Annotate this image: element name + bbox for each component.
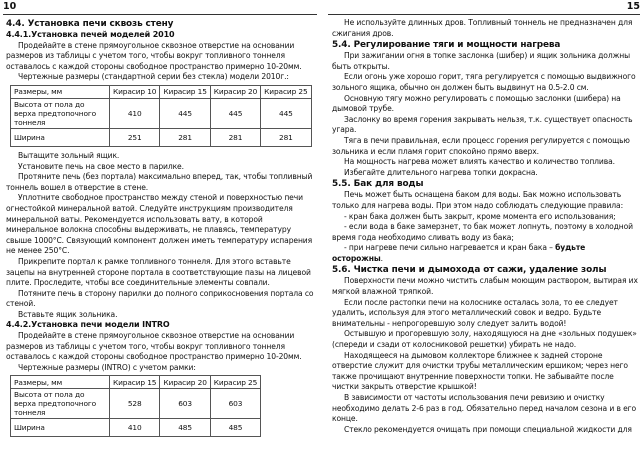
paragraph: Уплотните свободное пространство между стеной и поверхностью печи огнестойкой минеральной ватой. Следуйте инструкциям производителя минеральной ваты. Рекомендуется использовать вату, в которой минеральное волокна способны выдерживать, не плавясь, температуру свыше 1000°С. Связующий компонент должен иметь температуру испарения не менее 250°С.	[6, 193, 313, 256]
subsection-heading: 4.4.1.Установка печей моделей 2010	[6, 30, 175, 39]
subsection-heading: 4.4.2.Установка печи модели INTRO	[6, 320, 170, 330]
paragraph: Чертежные размеры (стандартной серии без стекла) модели 2010г.:	[18, 72, 289, 82]
paragraph: Прикрепите портал к рамке топливного тоннеля. Для этого вставьте зацепы на внутренней стороне портала в соответствующие пазы на лицевой плите. Проследите, чтобы все соединительные элементы совпали.	[6, 256, 311, 288]
page-number: 15	[626, 1, 640, 12]
table-header-cell: Размеры, мм	[11, 376, 110, 389]
paragraph: Потяните печь в сторону парилки до полного соприкосновения портала со стеной.	[6, 288, 314, 309]
table-header-cell: Кирасир 25	[261, 85, 311, 98]
section-heading: 5.6. Чистка печи и дымохода от сажи, удаление золы	[332, 265, 607, 276]
table-cell: 485	[210, 419, 260, 437]
header-rule	[3, 14, 317, 15]
dimensions-table-2010	[10, 85, 312, 147]
paragraph: Продейайте в стене прямоугольное сквозное отверстие на основании размеров из таблицы с учетом того, чтобы вокруг топливного тоннеля оставалось с каждой стороны свободное пространство примерно 10-20мм.	[6, 331, 302, 362]
section-heading: 5.5. Бак для воды	[332, 179, 424, 190]
table-header-cell: Кирасир 15	[110, 376, 160, 389]
table-cell: Ширина	[11, 128, 110, 146]
table-cell: 603	[160, 389, 210, 419]
table-header-cell: Кирасир 20	[160, 376, 210, 389]
table-cell: 445	[261, 98, 311, 128]
table-cell: 281	[210, 128, 260, 146]
table-header-cell: Размеры, мм	[11, 85, 110, 98]
table-cell: 445	[210, 98, 260, 128]
table-cell: Высота от пола до верха предтопочного тоннеля	[11, 389, 110, 419]
warning-text: будьте осторожны	[332, 243, 586, 263]
paragraph: Находящееся на дымовом коллекторе ближнее к задней стороне отверстие служит для очистки трубы металлическим ершиком; через него также прочищают внутренние поверхности топки. Не забывайте после чистки закрыть отверстие крышкой!	[332, 350, 628, 392]
paragraph-text: - при нагреве печи сильно нагревается и кран бака –	[344, 243, 556, 253]
page-number: 10	[3, 1, 17, 12]
paragraph: Остывшую и прогоревшую золу, находящуюся на дне «зольных подушек» (спереди и сзади от колосниковой решетки) убирать не надо.	[332, 329, 637, 350]
right-page	[322, 0, 644, 459]
paragraph: Избегайте длительного нагрева топки докрасна.	[344, 167, 538, 177]
paragraph: Тяга в печи правильная, если процесс горения регулируется с помощью зольника и если пламя горит спокойно прямо вверх.	[332, 135, 630, 156]
table-cell: Ширина	[11, 419, 110, 437]
paragraph: Печь может быть оснащена баком для воды. Бак можно использовать только для нагрева воды. При этом надо соблюдать следующие правила:	[332, 190, 624, 210]
table-cell: 410	[110, 98, 160, 128]
paragraph: Если после растопки печи на колоснике осталась зола, то ее следует удалить, используя для этого металлический совок и ведро. Будьте внимательны - непрогоревшую золу следует залить водой!	[332, 297, 618, 328]
table-cell: 445	[160, 98, 210, 128]
paragraph: Протяните печь (без портала) максимально вперед, так, чтобы топливный тоннель вошел в отверстие в стене.	[6, 172, 313, 192]
paragraph: Заслонку во время горения закрывать нельзя, т.к. существует опасность угара.	[332, 114, 633, 135]
table-cell: 528	[110, 389, 160, 419]
paragraph: - кран бака должен быть закрыт, кроме момента его использования;	[344, 211, 616, 221]
table-header-cell: Кирасир 15	[160, 85, 210, 98]
paragraph: Основную тягу можно регулировать с помощью заслонки (шибера) на дымовой трубе.	[332, 93, 621, 114]
header-rule	[328, 14, 640, 15]
right-page-content	[332, 18, 638, 435]
table-cell: 251	[110, 128, 160, 146]
table-row	[11, 98, 312, 128]
paragraph: При зажигании огня в топке заслонка (шибер) и ящик зольника должны быть открыты.	[332, 51, 631, 71]
table-header-cell: Кирасир 25	[210, 376, 260, 389]
paragraph-text: .	[380, 253, 383, 263]
paragraph: Чертежные размеры (INTRO) с учетом рамки:	[18, 362, 196, 372]
paragraph: На мощность нагрева может влиять качество и количество топлива.	[344, 157, 615, 167]
section-heading: 5.4. Регулирование тяги и мощности нагрева	[332, 40, 561, 51]
paragraph: Продейайте в стене прямоугольное сквозное отверстие на основании размеров из таблицы с учетом того, чтобы вокруг топливного тоннеля оставалось с каждой стороны свободное пространство примерно 10-20мм.	[6, 40, 302, 71]
paragraph	[332, 243, 638, 264]
left-page-content	[6, 18, 316, 441]
table-header-row	[11, 376, 261, 389]
paragraph: В зависимости от частоты использования печи ревизию и очистку необходимо делать 2-6 раз в год. Обязательно перед началом сезона и в его конце.	[332, 393, 637, 424]
dimensions-table-intro	[10, 375, 261, 437]
table-cell: 485	[160, 419, 210, 437]
paragraph: Если огонь уже хорошо горит, тяга регулируется с помощью выдвижного зольного ящика, обычно он должен быть выдвинут на 0.5-2.0 см.	[332, 72, 636, 92]
table-cell: Высота от пола до верха предтопочного тоннеля	[11, 98, 110, 128]
table-cell: 410	[110, 419, 160, 437]
table-header-cell: Кирасир 10	[110, 85, 160, 98]
table-row	[11, 419, 261, 437]
paragraph: - если вода в баке замерзнет, то бак может лопнуть, поэтому в холодной время года необходимо сливать воду из бака;	[332, 222, 633, 242]
section-heading: 4.4. Установка печи сквозь стену	[6, 19, 174, 29]
paragraph: Поверхности печи можно чистить слабым моющим раствором, вытирая их мягкой влажной тряпкой.	[332, 276, 638, 297]
table-cell: 603	[210, 389, 260, 419]
paragraph: Вытащите зольный ящик.	[18, 150, 120, 160]
table-header-cell: Кирасир 20	[210, 85, 260, 98]
table-cell: 281	[160, 128, 210, 146]
paragraph: Не используйте длинных дров. Топливный тоннель не предназначен для сжигания дров.	[332, 18, 633, 38]
paragraph: Установите печь на свое место в парилке.	[18, 161, 184, 171]
table-row	[11, 128, 312, 146]
table-cell: 281	[261, 128, 311, 146]
table-row	[11, 389, 261, 419]
paragraph: Стекло рекомендуется очищать при помощи специальной жидкости для	[344, 424, 632, 434]
table-header-row	[11, 85, 312, 98]
paragraph: Вставьте ящик зольника.	[18, 309, 118, 319]
